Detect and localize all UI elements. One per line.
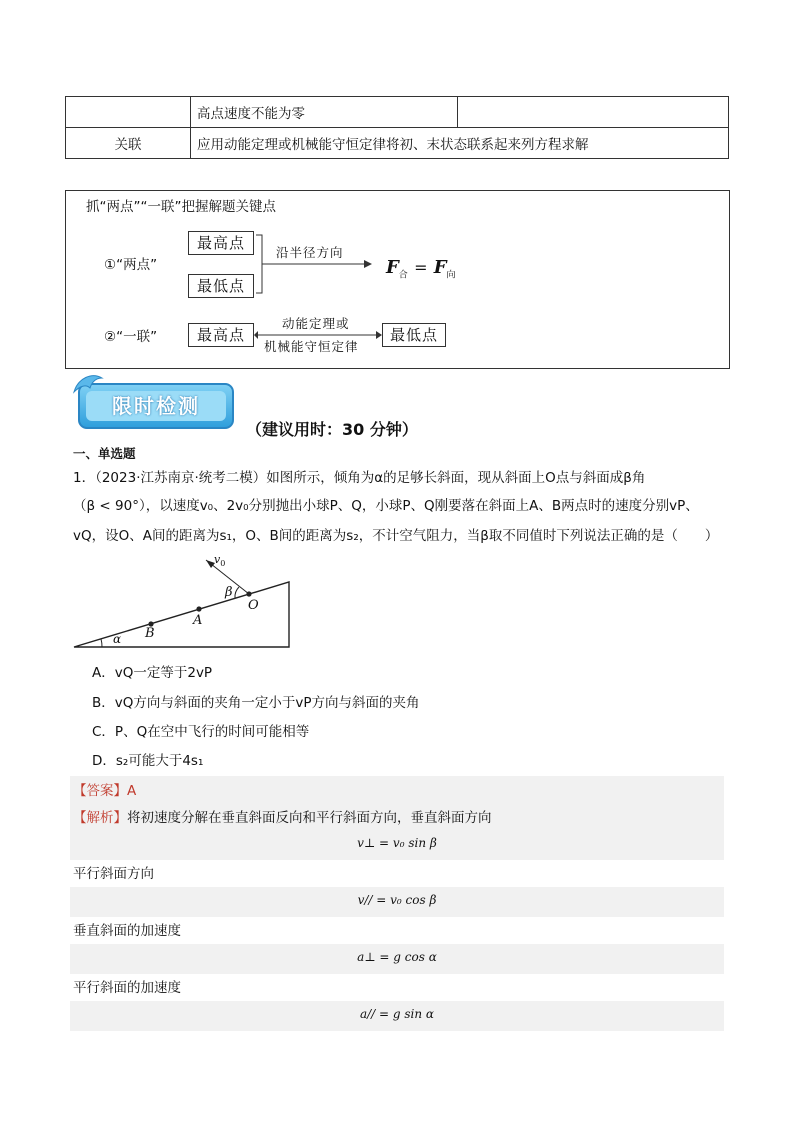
equation-2: v// = v₀ cos β <box>357 893 437 907</box>
question-line-3: vQ，设O、A间的距离为s₁，O、B间的距离为s₂，不计空气阻力，当β取不同值时下列说法正确的是（ ） <box>73 528 719 544</box>
equation-4: a// = g sin α <box>359 1007 435 1021</box>
formula-sub-xiang: 向 <box>446 270 456 281</box>
option-d: D．s₂可能大于4s₁ <box>92 753 204 769</box>
equation-3: a⊥ = g cos α <box>357 950 437 964</box>
label-O: O <box>248 598 259 613</box>
row1-label: ①“两点” <box>104 257 158 273</box>
v0-subscript: 0 <box>220 559 226 569</box>
section-heading: 一、单选题 <box>73 446 136 461</box>
time-hint: （建议用时：30 分钟） <box>246 420 418 439</box>
box-lowest-point: 最低点 <box>188 274 254 298</box>
analysis-text-3: 垂直斜面的加速度 <box>73 923 181 939</box>
incline-figure <box>72 552 294 652</box>
box-highest-point-2: 最高点 <box>188 323 254 347</box>
table-cell-content: 应用动能定理或机械能守恒定律将初、末状态联系起来列方程求解 <box>191 128 729 159</box>
formula-F: F <box>386 257 399 278</box>
dolphin-icon <box>70 370 106 398</box>
arrow2-label-top: 动能定理或 <box>282 316 350 331</box>
box-lowest-point-2: 最低点 <box>382 323 446 347</box>
answer-line <box>73 779 136 799</box>
v0-symbol: v <box>214 553 221 566</box>
table-cell-label <box>66 97 191 128</box>
label-B: B <box>145 626 155 641</box>
formula-sub-he: 合 <box>398 270 408 281</box>
option-a: A．vQ一定等于2vP <box>92 665 213 681</box>
arrow2-label-bottom: 机械能守恒定律 <box>264 339 359 354</box>
table-cell-extra <box>458 97 729 128</box>
analysis-tag: 【解析】 <box>73 810 127 826</box>
answer-tag: 【答案】 <box>73 783 127 799</box>
summary-table <box>65 96 729 159</box>
label-A: A <box>193 613 203 628</box>
box-highest-point: 最高点 <box>188 231 254 255</box>
row2-label: ②“一联” <box>104 329 158 345</box>
question-line-1: 1．（2023·江苏南京·统考二模）如图所示，倾角为α的足够长斜面，现从斜面上O点与斜面成β角 <box>73 470 646 486</box>
option-b: B．vQ方向与斜面的夹角一定小于vP方向与斜面的夹角 <box>92 695 420 711</box>
table-cell-content: 高点速度不能为零 <box>191 97 458 128</box>
badge-label: 限时检测 <box>86 391 226 421</box>
answer-value: A <box>127 783 137 799</box>
analysis-text: 将初速度分解在垂直斜面反向和平行斜面方向，垂直斜面方向 <box>127 810 492 826</box>
method-title: 抓“两点”“一联”把握解题关键点 <box>86 199 276 215</box>
table-cell-label: 关联 <box>66 128 191 159</box>
formula-F2: F <box>433 257 447 278</box>
formula-eq: = <box>414 258 428 277</box>
analysis-text-4: 平行斜面的加速度 <box>73 980 181 996</box>
option-c: C．P、Q在空中飞行的时间可能相等 <box>92 724 310 740</box>
label-beta: β <box>225 585 233 600</box>
arrow1-label: 沿半径方向 <box>276 245 344 260</box>
analysis-text-2: 平行斜面方向 <box>73 866 154 882</box>
method-box <box>65 190 730 369</box>
formula <box>386 257 456 281</box>
table-row <box>66 97 729 128</box>
table-row <box>66 128 729 159</box>
question-line-2: （β < 90°），以速度v₀、2v₀分别抛出小球P、Q，小球P、Q刚要落在斜面上A、B两点时的速度分别vP、 <box>73 498 699 514</box>
equation-1: v⊥ = v₀ sin β <box>357 836 437 850</box>
label-alpha: α <box>113 632 122 646</box>
label-v0 <box>214 553 225 568</box>
analysis-line <box>73 806 492 826</box>
